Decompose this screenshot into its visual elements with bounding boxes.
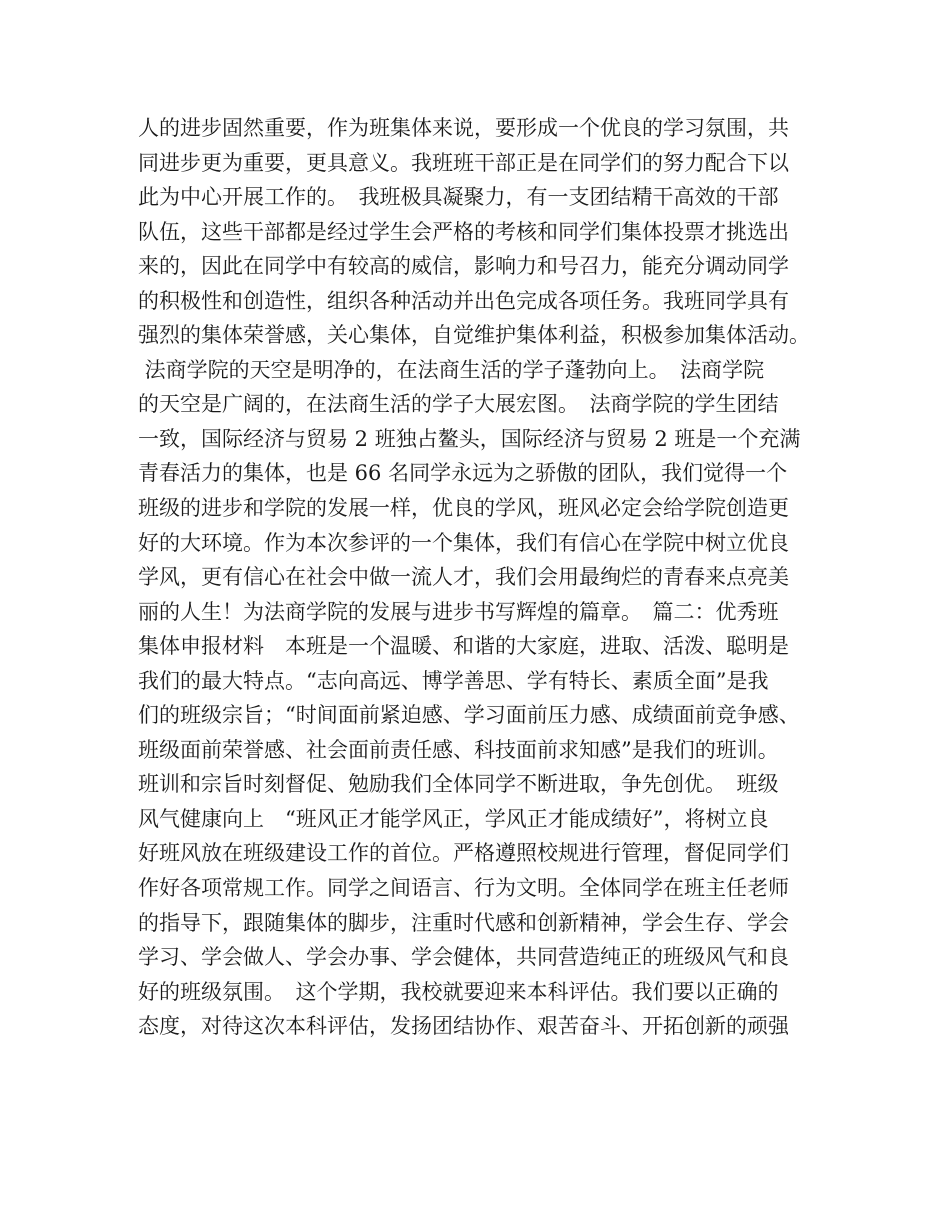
text-line: 风气健康向上 “班风正才能学风正，学风正才能成绩好”，将树立良 — [138, 806, 769, 831]
text-line: 班级面前荣誉感、社会面前责任感、科技面前求知感”是我们的班训。 — [138, 737, 779, 762]
text-line: 态度，对待这次本科评估，发扬团结协作、艰苦奋斗、开拓创新的顽强 — [138, 1014, 789, 1039]
text-line: 班训和宗旨时刻督促、勉励我们全体同学不断进取，争先创优。 班级 — [138, 772, 779, 797]
text-line: 来的，因此在同学中有较高的威信，影响力和号召力，能充分调动同学 — [138, 254, 789, 279]
text-line: 一致，国际经济与贸易 2 班独占鳌头，国际经济与贸易 2 班是一个充满 — [138, 426, 801, 451]
text-line: 此为中心开展工作的。 我班极具凝聚力，有一支团结精干高效的干部 — [138, 185, 779, 210]
body-text — [138, 111, 838, 1044]
text-line: 好的班级氛围。 这个学期，我校就要迎来本科评估。我们要以正确的 — [138, 979, 779, 1004]
text-line: 作好各项常规工作。同学之间语言、行为文明。全体同学在班主任老师 — [138, 876, 789, 901]
text-line: 我们的最大特点。“志向高远、博学善思、学有特长、素质全面”是我 — [138, 668, 769, 693]
text-line: 的积极性和创造性，组织各种活动并出色完成各项任务。我班同学具有 — [138, 288, 789, 313]
text-line: 青春活力的集体，也是 66 名同学永远为之骄傲的团队，我们觉得一个 — [138, 461, 788, 486]
text-line: 班级的进步和学院的发展一样，优良的学风，班风必定会给学院创造更 — [138, 496, 789, 521]
text-line: 队伍，这些干部都是经过学生会严格的考核和同学们集体投票才挑选出 — [138, 219, 789, 244]
text-line: 丽的人生！为法商学院的发展与进步书写辉煌的篇章。 篇二：优秀班 — [138, 599, 779, 624]
text-line: 的天空是广阔的，在法商生活的学子大展宏图。 法商学院的学生团结 — [138, 392, 779, 417]
text-line: 法商学院的天空是明净的，在法商生活的学子蓬勃向上。 法商学院 — [138, 357, 765, 382]
text-line: 学习、学会做人、学会办事、学会健体，共同营造纯正的班级风气和良 — [138, 945, 789, 970]
text-line: 们的班级宗旨；“时间面前紧迫感、学习面前压力感、成绩面前竞争感、 — [138, 703, 800, 728]
text-line: 同进步更为重要，更具意义。我班班干部正是在同学们的努力配合下以 — [138, 150, 789, 175]
text-line: 学风，更有信心在社会中做一流人才，我们会用最绚烂的青春来点亮美 — [138, 565, 789, 590]
text-line: 人的进步固然重要，作为班集体来说，要形成一个优良的学习氛围，共 — [138, 116, 789, 140]
text-line: 强烈的集体荣誉感，关心集体，自觉维护集体利益，积极参加集体活动。 — [138, 323, 810, 348]
text-line: 的指导下，跟随集体的脚步，注重时代感和创新精神，学会生存、学会 — [138, 910, 789, 935]
text-line: 集体申报材料 本班是一个温暖、和谐的大家庭，进取、活泼、聪明是 — [138, 634, 789, 659]
text-line: 好的大环境。作为本次参评的一个集体，我们有信心在学院中树立优良 — [138, 530, 789, 555]
text-line: 好班风放在班级建设工作的首位。严格遵照校规进行管理，督促同学们 — [138, 841, 789, 866]
